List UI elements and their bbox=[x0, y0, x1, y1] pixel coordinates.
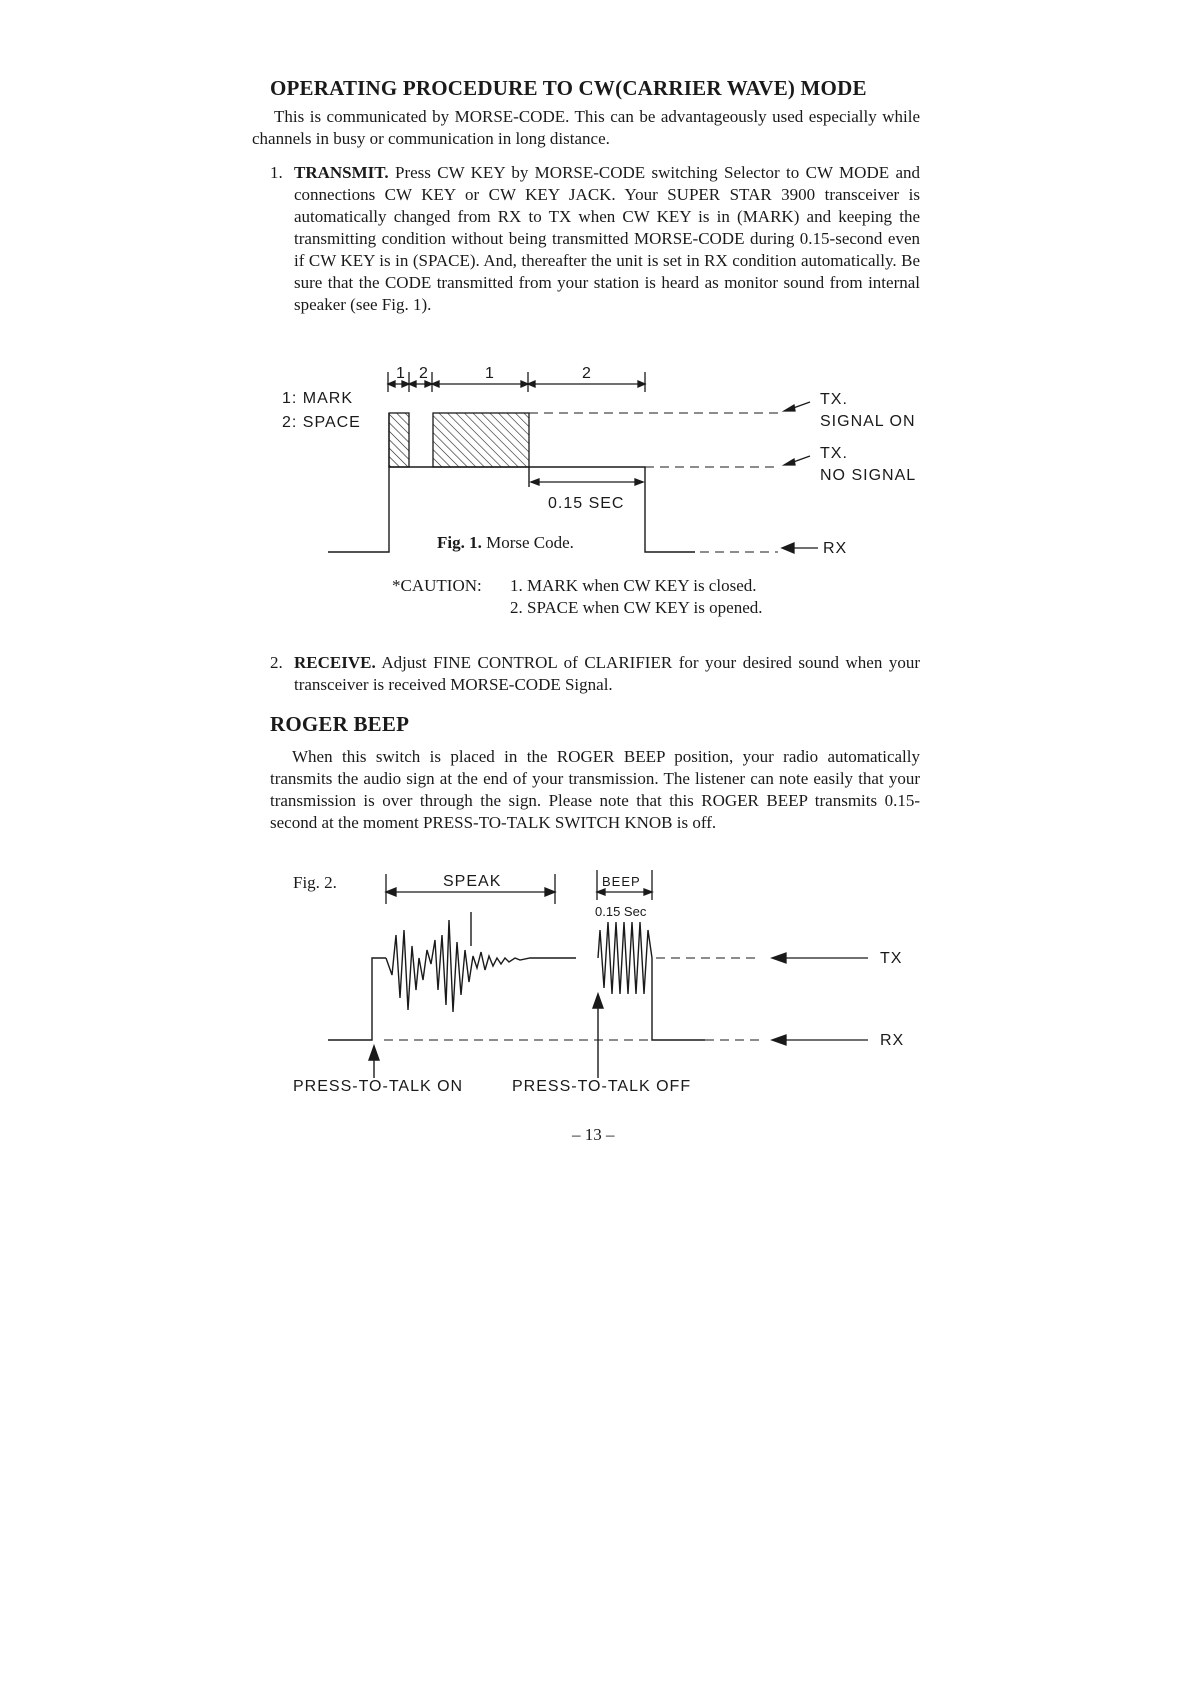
time-dimension bbox=[531, 479, 643, 485]
item2-text: Adjust FINE CONTROL of CLARIFIER for your desired sound when your transceiver is received MORSE-CODE Signal. bbox=[294, 653, 921, 694]
item2-number: 2. bbox=[270, 653, 283, 672]
tx-no-signal-line1: TX. bbox=[820, 445, 848, 462]
item2-paragraph bbox=[294, 652, 920, 696]
item1-title: TRANSMIT. bbox=[294, 163, 389, 182]
item1-text: Press CW KEY by MORSE-CODE switching Selector to CW MODE and connections CW KEY or CW KEY JACK. Your SUPER STAR 3900 transceiver is automatically changed from RX to TX when CW KEY is in (MARK) and keeping the transmitting condition without being transmitted MORSE-CODE during 0.15-second even if CW KEY is in (SPACE). And, thereafter the unit is set in RX condition automatically. Be sure that the CODE transmitted from your station is heard as monitor sound from internal speaker (see Fig. 1). bbox=[294, 163, 920, 314]
tx-signal-on-line2: SIGNAL ON bbox=[820, 413, 916, 430]
roger-beep-text: When this switch is placed in the ROGER BEEP position, your radio automatically transmits the audio sign at the end of your transmission. The listener can note easily that your transmission is over through the sign. Please note that this ROGER BEEP transmits 0.15-second at the moment PRESS-TO-TALK SWITCH KNOB is off. bbox=[270, 747, 920, 832]
time-label: 0.15 SEC bbox=[548, 495, 625, 512]
tx-signal-on-line1: TX. bbox=[820, 391, 848, 408]
item2-title: RECEIVE. bbox=[294, 653, 376, 672]
fig2-dashed-lines bbox=[384, 958, 760, 1040]
beep-label: BEEP bbox=[602, 874, 641, 889]
fig1-label-arrows bbox=[782, 402, 818, 553]
ptt-on-label: PRESS-TO-TALK ON bbox=[293, 1078, 464, 1095]
page-number: – 13 – bbox=[572, 1125, 615, 1144]
section-heading-cw: OPERATING PROCEDURE TO CW(CARRIER WAVE) MODE bbox=[270, 76, 867, 100]
beep-time-label: 0.15 Sec bbox=[595, 904, 647, 919]
rx-label: RX bbox=[823, 540, 848, 557]
fig1-caption bbox=[437, 532, 574, 554]
roger-beep-paragraph bbox=[270, 746, 920, 834]
fig1-caption-bold: Fig. 1. bbox=[437, 533, 482, 552]
mark-block-1 bbox=[389, 413, 409, 467]
caution-item-1: 1. MARK when CW KEY is closed. bbox=[510, 576, 757, 595]
fig2-label-arrows bbox=[772, 953, 868, 1045]
fig2-tx-label: TX bbox=[880, 950, 903, 967]
section-heading-roger-beep: ROGER BEEP bbox=[270, 712, 410, 736]
speak-label: SPEAK bbox=[443, 873, 502, 890]
dim-label-3: 1 bbox=[485, 365, 495, 382]
legend-space: 2: SPACE bbox=[282, 414, 361, 431]
caution-item-2: 2. SPACE when CW KEY is opened. bbox=[510, 598, 763, 617]
dim-label-1: 1 bbox=[396, 365, 406, 382]
caution-label: *CAUTION: bbox=[392, 576, 482, 595]
legend-mark: 1: MARK bbox=[282, 390, 354, 407]
ptt-off-label: PRESS-TO-TALK OFF bbox=[512, 1078, 692, 1095]
mark-block-2 bbox=[433, 413, 529, 467]
fig2-rx-label: RX bbox=[880, 1032, 905, 1049]
fig2-label: Fig. 2. bbox=[293, 873, 337, 892]
dim-label-2: 2 bbox=[419, 365, 429, 382]
tx-no-signal-line2: NO SIGNAL bbox=[820, 467, 917, 484]
intro-text: This is communicated by MORSE-CODE. This can be advantageously used especially while channels in busy or communication in long distance. bbox=[252, 107, 920, 148]
ptt-arrows bbox=[369, 994, 603, 1078]
fig1-caption-text: Morse Code. bbox=[486, 533, 574, 552]
fig2-waveform bbox=[328, 912, 705, 1040]
item1-number: 1. bbox=[270, 163, 283, 182]
dim-label-4: 2 bbox=[582, 365, 592, 382]
